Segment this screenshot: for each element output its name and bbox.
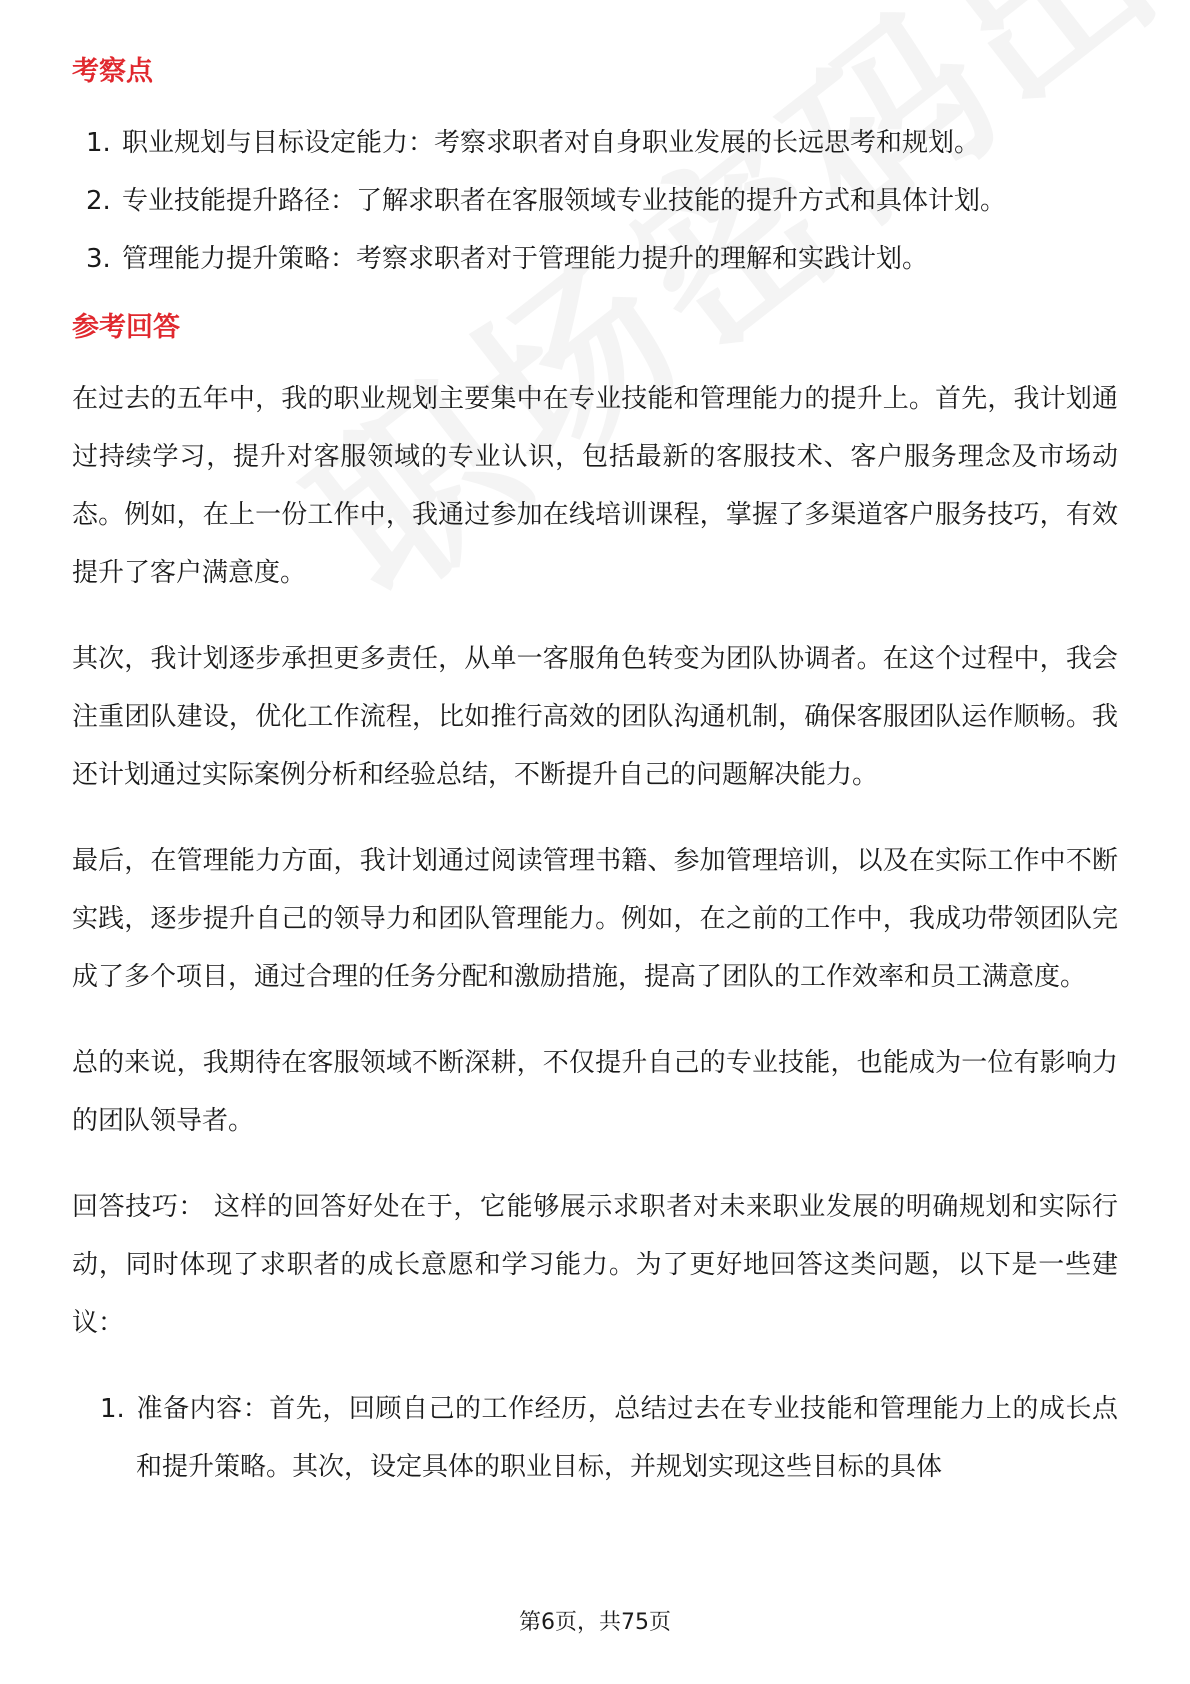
list-item [72,230,1118,288]
answer-paragraph: 最后，在管理能力方面，我计划通过阅读管理书籍、参加管理培训，以及在实际工作中不断实践，逐步提升自己的领导力和团队管理能力。例如，在之前的工作中，我成功带领团队完成了多个项目，通过合理的任务分配和激励措施，提高了团队的工作效率和员工满意度。 [72,846,1118,992]
tips-intro-paragraph: 回答技巧： 这样的回答好处在于，它能够展示求职者对未来职业发展的明确规划和实际行动，同时体现了求职者的成长意愿和学习能力。为了更好地回答这类问题，以下是一些建议： [72,1192,1118,1338]
tips-list [72,1380,1118,1496]
page-content [72,52,1118,1496]
answer-heading: 参考回答 [72,312,180,343]
list-item-text: 专业技能提升路径：了解求职者在客服领域专业技能的提升方式和具体计划。 [122,186,1007,216]
list-item-text: 准备内容：首先，回顾自己的工作经历，总结过去在专业技能和管理能力上的成长点和提升策略。其次，设定具体的职业目标，并规划实现这些目标的具体 [136,1394,1118,1482]
list-number: 1. [100,1394,125,1424]
list-number: 1. [86,128,111,158]
list-item [86,1380,1118,1496]
answer-paragraph: 其次，我计划逐步承担更多责任，从单一客服角色转变为团队协调者。在这个过程中，我会注重团队建设，优化工作流程，比如推行高效的团队沟通机制，确保客服团队运作顺畅。我还计划通过实际案例分析和经验总结，不断提升自己的问题解决能力。 [72,644,1118,790]
list-item-text: 管理能力提升策略：考察求职者对于管理能力提升的理解和实践计划。 [122,244,929,274]
points-list [72,114,1118,288]
list-item-text: 职业规划与目标设定能力：考察求职者对自身职业发展的长远思考和规划。 [122,128,981,158]
answer-paragraph: 在过去的五年中，我的职业规划主要集中在专业技能和管理能力的提升上。首先，我计划通过持续学习，提升对客服领域的专业认识，包括最新的客服技术、客户服务理念及市场动态。例如，在上一份工作中，我通过参加在线培训课程，掌握了多渠道客户服务技巧，有效提升了客户满意度。 [72,384,1118,588]
page-number-footer: 第6页，共75页 [519,1610,671,1635]
list-item [72,114,1118,172]
list-number: 2. [86,186,111,216]
list-item [72,172,1118,230]
points-heading: 考察点 [72,56,153,87]
answer-paragraph: 总的来说，我期待在客服领域不断深耕，不仅提升自己的专业技能，也能成为一位有影响力的团队领导者。 [72,1048,1118,1136]
list-number: 3. [86,244,111,274]
